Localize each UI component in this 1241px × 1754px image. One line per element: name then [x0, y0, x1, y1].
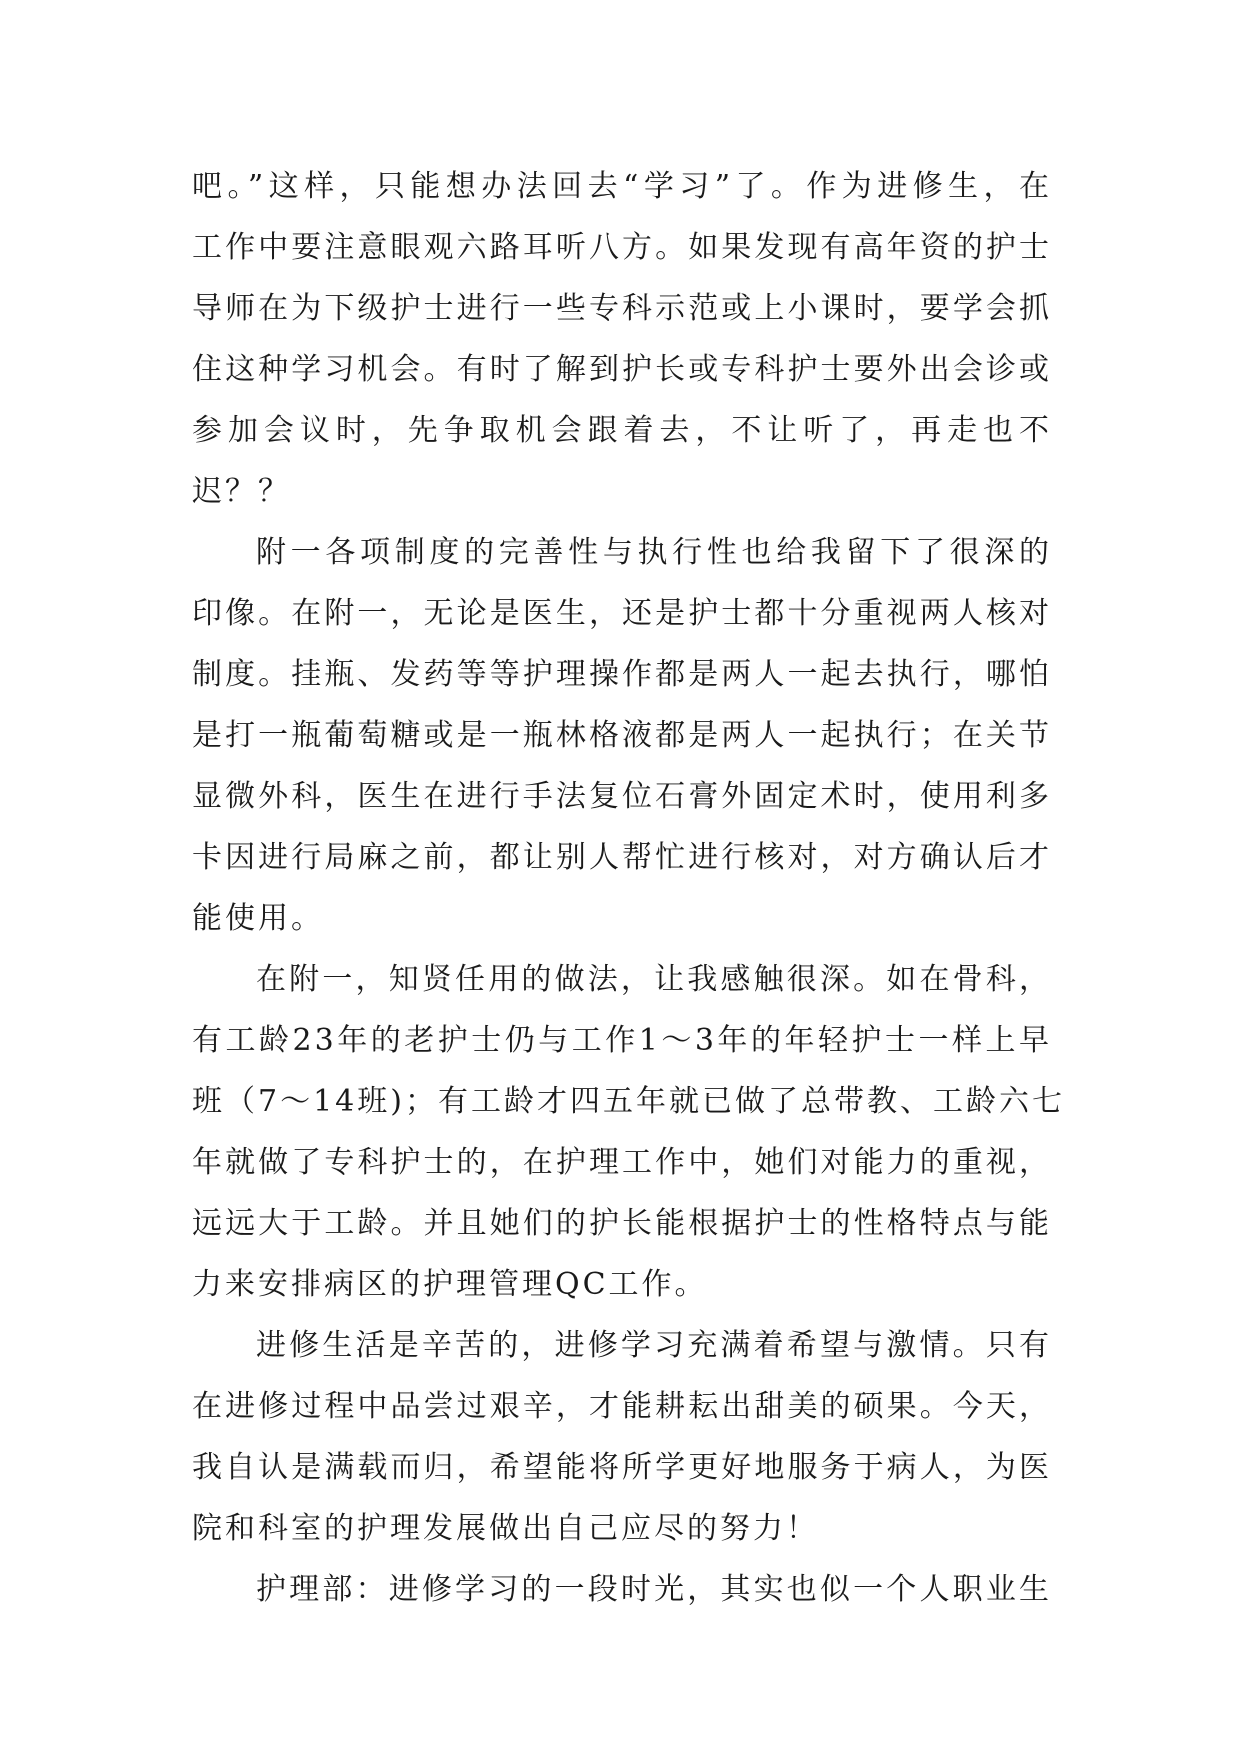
text-line: 制度。挂瓶、发药等等护理操作都是两人一起去执行，哪怕 [192, 657, 1052, 692]
text-line: 附一各项制度的完善性与执行性也给我留下了很深的 [256, 535, 1052, 570]
body-text [192, 156, 1065, 1620]
text-line: 有工龄23年的老护士仍与工作1～3年的年轻护士一样上早 [192, 1023, 1052, 1058]
text-line: 年就做了专科护士的，在护理工作中，她们对能力的重视， [192, 1145, 1052, 1180]
text-line: 是打一瓶葡萄糖或是一瓶林格液都是两人一起执行；在关节 [192, 718, 1052, 753]
text-line: 护理部：进修学习的一段时光，其实也似一个人职业生 [256, 1572, 1052, 1607]
text-line: 班（7～14班)；有工龄才四五年就已做了总带教、工龄六七 [192, 1084, 1065, 1119]
text-line: 院和科室的护理发展做出自己应尽的努力！ [192, 1511, 819, 1546]
text-line: 卡因进行局麻之前，都让别人帮忙进行核对，对方确认后才 [192, 840, 1052, 875]
text-line: 吧。”这样，只能想办法回去“学习”了。作为进修生，在 [192, 169, 1052, 204]
text-line: 显微外科，医生在进行手法复位石膏外固定术时，使用利多 [192, 779, 1052, 814]
text-line: 参加会议时，先争取机会跟着去，不让听了，再走也不 [192, 413, 1052, 448]
text-line: 导师在为下级护士进行一些专科示范或上小课时，要学会抓 [192, 291, 1052, 326]
text-line: 在进修过程中品尝过艰辛，才能耕耘出甜美的硕果。今天， [192, 1389, 1052, 1424]
text-line: 力来安排病区的护理管理QC工作。 [192, 1267, 708, 1302]
text-line: 在附一，知贤任用的做法，让我感触很深。如在骨科， [256, 962, 1052, 997]
text-line: 工作中要注意眼观六路耳听八方。如果发现有高年资的护士 [192, 230, 1052, 265]
text-line: 进修生活是辛苦的，进修学习充满着希望与激情。只有 [256, 1328, 1052, 1363]
text-line: 住这种学习机会。有时了解到护长或专科护士要外出会诊或 [192, 352, 1052, 387]
text-line: 印像。在附一，无论是医生，还是护士都十分重视两人核对 [192, 596, 1052, 631]
text-line: 迟？？ [192, 474, 291, 509]
text-line: 远远大于工龄。并且她们的护长能根据护士的性格特点与能 [192, 1206, 1052, 1241]
text-line: 我自认是满载而归，希望能将所学更好地服务于病人，为医 [192, 1450, 1052, 1485]
text-line: 能使用。 [192, 901, 324, 936]
